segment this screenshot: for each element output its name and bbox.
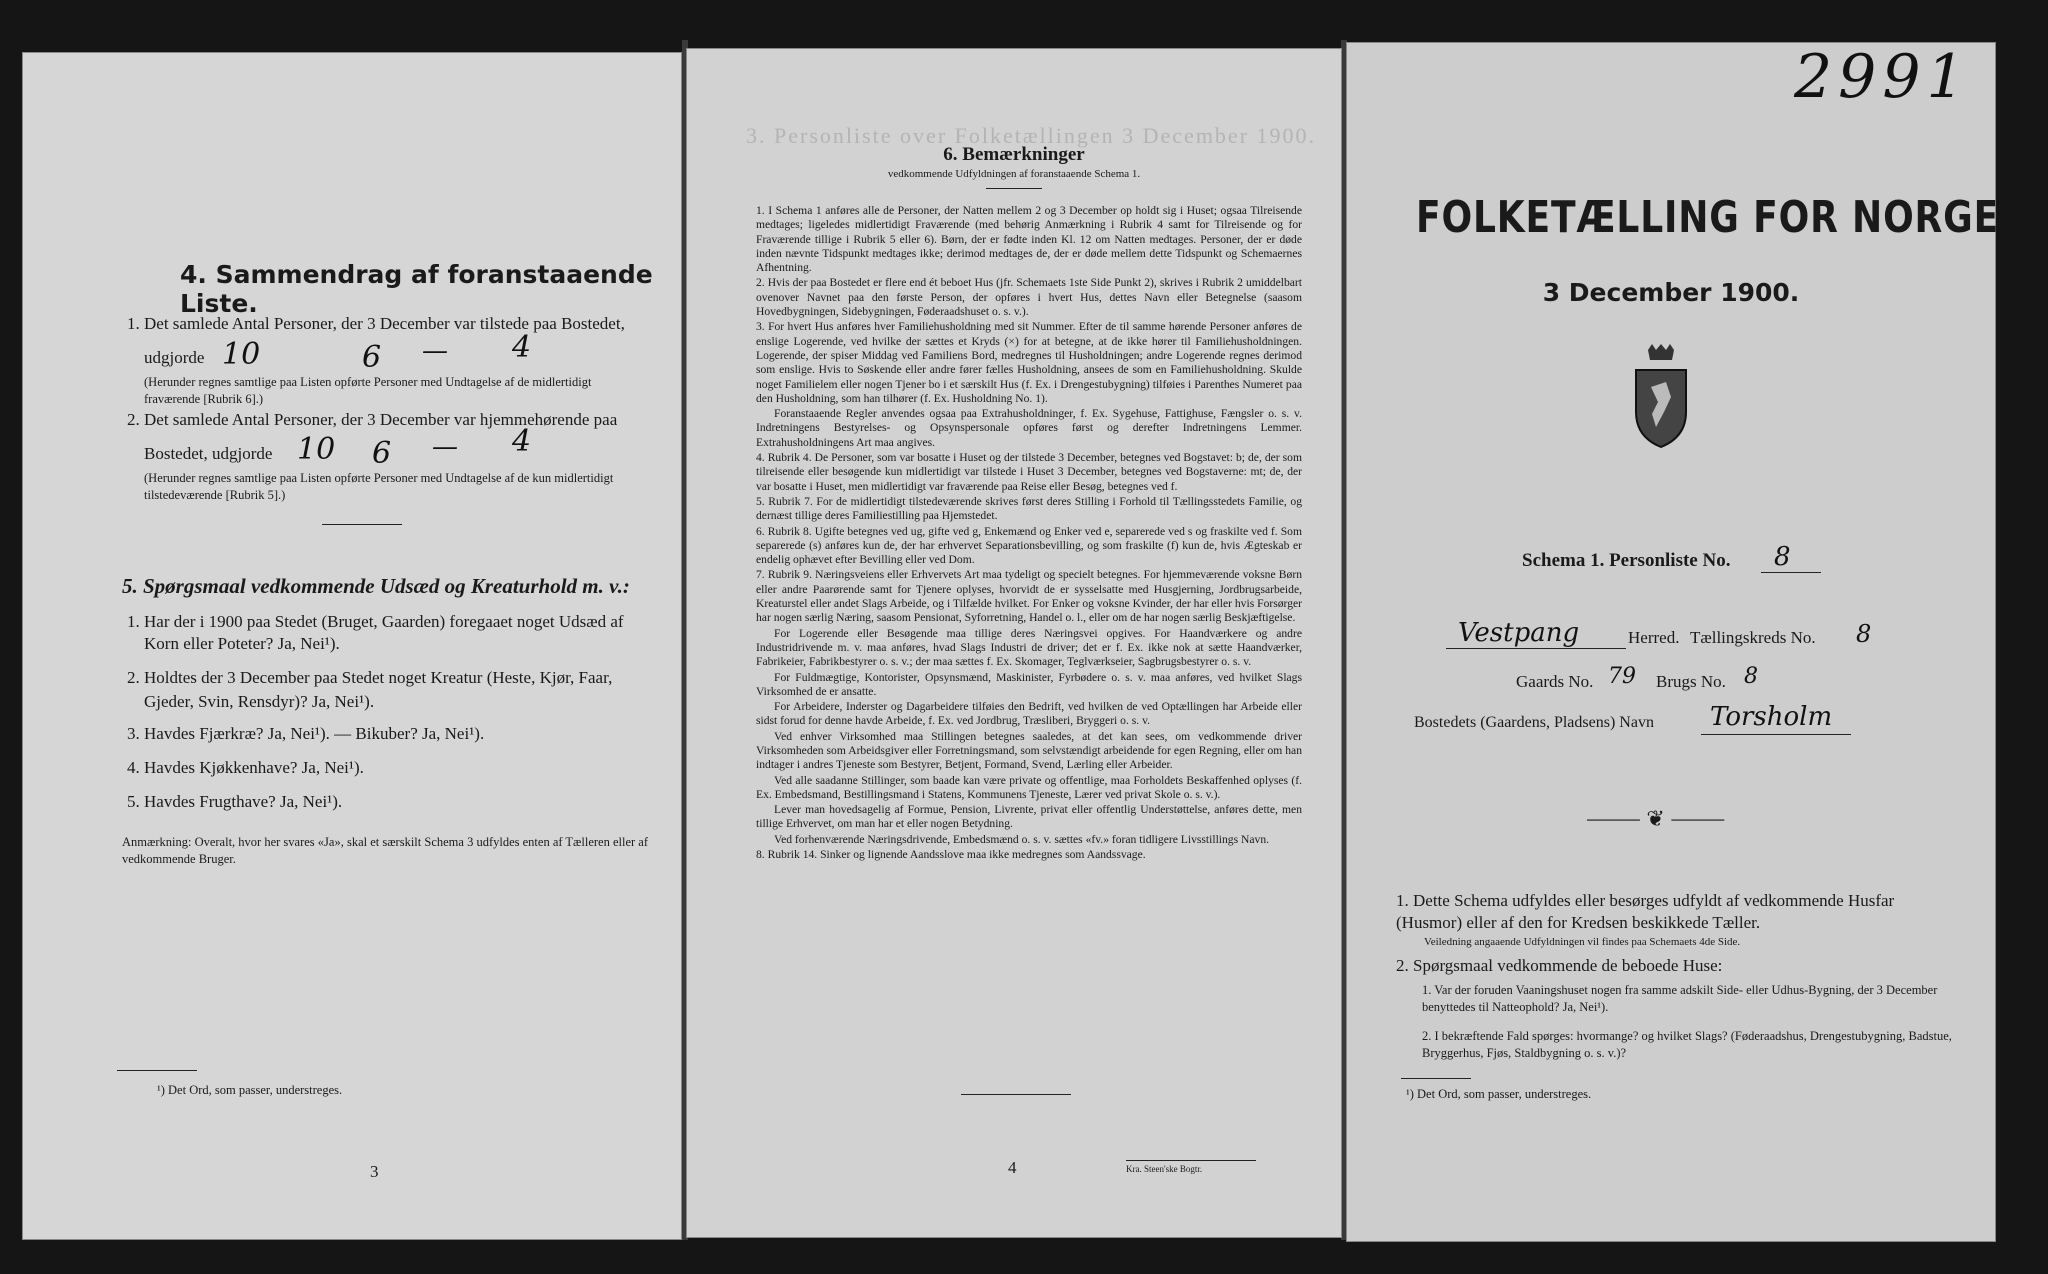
instruction-2-1: 1. Var der foruden Vaaningshuset nogen fra samme adskilt Side- eller Udhus-Bygning, der 3 December benyttedes til Natteophold? Ja, Nei¹). [1422,983,1938,1014]
left-page [22,52,682,1240]
kreds-number: 8 [1856,620,1872,648]
footnote-rule [1401,1078,1471,1079]
section4-title: 4. Sammendrag af foranstaaende Liste. [180,260,653,318]
remark-paragraph: Ved alle saadanne Stillinger, som baade kan være private og offentlige, maa Forholdets Beskaffenhed oplyses (f. Ex. Embedsmand, Bestillingsmand i Statens, Kommunens Tjeneste, Lærer ved privat Skole o. s. v.). [756,773,1302,801]
end-rule [961,1094,1071,1095]
personliste-line [1761,572,1821,573]
q2-bosted-label: Bostedet, udgjorde [144,444,273,463]
page-number: 4 [1008,1158,1017,1177]
remark-paragraph: Ved forhenværende Næringsdrivende, Embedsmænd o. s. v. sættes «fv.» foran tidligere Livsstillings Navn. [774,832,1270,846]
remark-paragraph: 1. I Schema 1 anføres alle de Personer, der Natten mellem 2 og 3 December op holdt sig i Huset; ogsaa Tilreisende medtages; ligeledes midlertidigt Fraværende (med behørig Anmærkning i Rubrik 4 samt for Tilreisende og for Fraværende tillige i Rubrik 5 eller 6). Børn, der er fødte inden Kl. 12 om Natten medtages. Personer, der er døde inden nævnte Tidspunkt medtages ikke; derimod medtages de, der er døde mellem dette Tidspunkt og Schemaernes Afhentning. [756,204,1302,275]
instruction-2-2: 2. I bekræftende Fald spørges: hvormange? og hvilket Slags? (Føderaadshus, Drengestubygning, Badstue, Bryggerhus, Fjøs, Staldbygning o. s. v.)? [1422,1029,1952,1060]
footnote: ¹) Det Ord, som passer, understreges. [1406,1087,1592,1101]
footnote-rule [117,1070,197,1071]
s5-q1a: 1. Har der i 1900 paa Stedet (Bruget, Gaarden) foregaaet noget Udsæd af [127,612,624,631]
remark-paragraph: For Fuldmægtige, Kontorister, Opsynsmænd, Maskinister, Fyrbødere o. s. v. maa anføres, ved hvilket Slags Virksomhed de er ansatte. [756,670,1302,698]
instruction-1-sub: Veiledning angaaende Udfyldningen vil findes paa Schemaets 4de Side. [1424,936,1741,948]
personliste-number: 8 [1774,542,1791,572]
q1-note: (Herunder regnes samtlige paa Listen opførte Personer med Undtagelse af de midlertidigt fraværende [Rubrik 6].) [144,375,592,406]
remark-paragraph: 2. Hvis der paa Bostedet er flere end ét beboet Hus (jfr. Schemaets 1ste Side Punkt 2), skrives i Rubrik 2 umiddelbart ovenover Navnet paa den første Person, der opføres i hvert Hus, dettes Navn eller Betegnelse (saasom Hovedbygningen, Sidebygningen, Føderaadshuset o. s. v.). [756,276,1302,319]
kreds-label: Tællingskreds No. [1690,628,1816,647]
remarks-subtitle: vedkommende Udfyldningen af foranstaaende Schema 1. [887,168,1141,180]
remarks-list [756,204,1302,863]
q2-dash: — [432,432,458,462]
bosted-line [1701,734,1851,735]
instruction-2: 2. Spørgsmaal vedkommende de beboede Huse: [1396,956,1723,975]
instruction-1: 1. Dette Schema udfyldes eller besørges udfyldt af vedkommende Husfar (Husmor) eller af den for Kredsen beskikkede Tæller. [1396,891,1895,932]
s5-q2a: 2. Holdtes der 3 December paa Stedet noget Kreatur (Heste, Kjør, Faar, [127,668,613,687]
herred-line [1446,648,1626,649]
remark-paragraph: Ved enhver Virksomhed maa Stillingen betegnes saaledes, at det kan sees, om vedkommende driver Virksomheden som Arbeidsgiver eller Forretningsmand, som selvstændigt arbeidende for egen Regning, eller om han indtager i andres Tjeneste som Bestyrer, Betjent, Formand, Svend, Lærling eller Arbeider. [756,729,1302,772]
s5-q5: 5. Havdes Frugthave? Ja, Nei¹). [127,792,343,811]
remark-paragraph: 3. For hvert Hus anføres hver Familiehusholdning med sit Nummer. Efter de til samme hørende Personer anføres de enslige Logerende, ved hvilke der sættes et Kryds (×) for at betegne, at de ikke hører til Familiehusholdningen. Logerende, der spiser Middag ved Familiens Bord, medregnes til Husholdningen; andre Logerende regnes derimod som enslige. Hvis to Søskende eller andre fører fælles Husholdning, ansees de som en Familiehusholdning. Skulde noget Familielem eller nogen Tjener bo i et særskilt Hus (f. Ex. i Drengestubygning) tilføies i Parenthes Numeret paa den Husholdning, som han tilhører (f. Ex. Husholdning No. 1). [756,320,1302,405]
remark-paragraph: 5. Rubrik 7. For de midlertidigt tilstedeværende skrives først deres Stilling i Forhold til Tællingsstedets Familie, og dernæst tillige deres Familiestilling paa Hjemstedet. [756,494,1302,523]
divider [322,524,402,525]
herred-value: Vestpang [1458,618,1580,648]
s5-q1b: Korn eller Poteter? Ja, Nei¹). [144,634,340,653]
q2-note: (Herunder regnes samtlige paa Listen opførte Personer med Undtagelse af de kun midlertidigt tilstedeværende [Rubrik 5].) [144,471,614,502]
q2-female: 4 [512,424,532,459]
s5-q4: 4. Havdes Kjøkkenhave? Ja, Nei¹). [127,758,364,777]
bosted-value: Torsholm [1710,702,1833,732]
remark-paragraph: 4. Rubrik 4. De Personer, som var bosatte i Huset og der tilstede 3 December, betegnes ved Bogstavet: b; de, der som tilreisende eller besøgende kun midlertidigt var tilstede i Huset 3 December, betegnes ved Bogstaverne: mt; de, der var bosatte i Huset, men midlertidigt var fraværende paa Reise eller Besøg, betegnes ved f. [756,451,1302,493]
remark-paragraph: For Arbeidere, Inderster og Dagarbeidere tilføies den Bedrift, ved hvilken de ved Optællingen har Arbeide eller sidst forud for denne havde Arbeide, f. Ex. ved Jordbrug, Træsliberi, Bryggeri o. s. v. [756,700,1302,728]
remark-paragraph: 7. Rubrik 9. Næringsveiens eller Erhvervets Art maa tydeligt og specielt betegnes. For hjemmeværende voksne Børn eller andre Paarørende samt for Tjenere oplyses, hvorvidt de er sysselsatte med Husgjerning, Jordbrugsarbeide, Kreaturstel eller andet Slags Arbeide, og i Tilfælde hvilket. For Enker og voksne Kvinder, der har eller hvis Forsørger har nogen særlig Næring, saasom Pensionat, Syforretning, Handel o. l., eller om de har nogen særlig Beskjæftigelse. [756,568,1302,625]
ornament-icon: ⸻ ❦ ⸻ [1586,806,1726,831]
census-date: 3 December 1900. [1542,278,1800,307]
remark-paragraph: For Logerende eller Besøgende maa tillige deres Næringsvei opgives. For Haandværkere og andre Industridrivende m. v. maa anføres, hvad Slags Industri de driver; det er f. Ex. ikke nok at sætte Haandværker, Fabrikeier, Fabrikbestyrer o. s. v.; der maa sættes f. Ex. Skomager, Teglværkseier, Sagbrugsbestyrer o. s. v. [756,626,1302,669]
main-title: FOLKETÆLLING FOR NORGE [1416,192,2000,243]
schema-label: Schema 1. Personliste No. [1522,550,1731,571]
faded-header: 3. Personliste over Folketællingen 3 December 1900. [746,123,1317,148]
footnote: ¹) Det Ord, som passer, understreges. [157,1083,343,1097]
archive-number: 2991 [1794,42,1971,112]
brugs-number: 8 [1744,664,1758,689]
remark-paragraph: 8. Rubrik 14. Sinker og lignende Aandsslove maa ikke medregnes som Aandssvage. [756,848,1146,862]
printer-imprint: Kra. Steen'ske Bogtr. [1126,1164,1203,1174]
middle-page [686,48,1342,1238]
q1-total: 10 [222,337,261,372]
q1-udgjorde-label: udgjorde [144,348,205,367]
right-page [1346,42,2000,1242]
q1-male: 6 [362,340,382,375]
bosted-label: Bostedets (Gaardens, Pladsens) Navn [1414,714,1654,731]
brugs-label: Brugs No. [1656,672,1726,691]
remarks-title: 6. Bemærkninger [943,144,1085,165]
q1-female: 4 [512,330,532,365]
gaards-number: 79 [1608,664,1636,689]
anmerkning: Anmærkning: Overalt, hvor her svares «Ja», skal et særskilt Schema 3 udfyldes enten af Tælleren eller af vedkommende Bruger. [122,835,649,866]
coat-of-arms-icon [1626,342,1696,452]
q2-male: 6 [372,436,392,471]
herred-label: Herred. [1628,628,1680,647]
gaards-label: Gaards No. [1516,672,1594,691]
remark-paragraph: 6. Rubrik 8. Ugifte betegnes ved ug, gifte ved g, Enkemænd og Enker ved e, separerede ved s og fraskilte ved f. Som separerede (s) anføres kun de, der har erhvervet Separationsbevilling, og som fraskilte (f) kun de, hvis Ægteskab er endelig ophævet efter Bevilling eller ved Dom. [756,524,1302,567]
s5-q3: 3. Havdes Fjærkræ? Ja, Nei¹). — Bikuber? Ja, Nei¹). [127,724,485,743]
title-rule [986,188,1042,189]
q1-text: 1. Det samlede Antal Personer, der 3 December var tilstede paa Bostedet, [127,314,625,333]
q1-dash: — [422,336,448,366]
q2-total: 10 [297,432,336,467]
s5-q2b: Gjeder, Svin, Rensdyr)? Ja, Nei¹). [144,692,375,711]
page-number: 3 [370,1162,379,1181]
remark-paragraph: Foranstaaende Regler anvendes ogsaa paa Extrahusholdninger, f. Ex. Sygehuse, Fattighuse, Fængsler o. s. v. Indretningens Bestyrelses- og Opsynspersonale opføres først og derefter Indretningens Lemmer. Extrahusholdningens Art maa angives. [756,407,1302,449]
section5-title: 5. Spørgsmaal vedkommende Udsæd og Kreaturhold m. v.: [122,574,630,598]
q2-text: 2. Det samlede Antal Personer, der 3 December var hjemmehørende paa [127,410,618,429]
printer-rule [1126,1160,1256,1161]
remark-paragraph: Lever man hovedsagelig af Formue, Pension, Livrente, privat eller offentlig Understøttelse, anføres dette, men tillige Erhvervet, om man har et eller nogen Betydning. [756,803,1302,831]
